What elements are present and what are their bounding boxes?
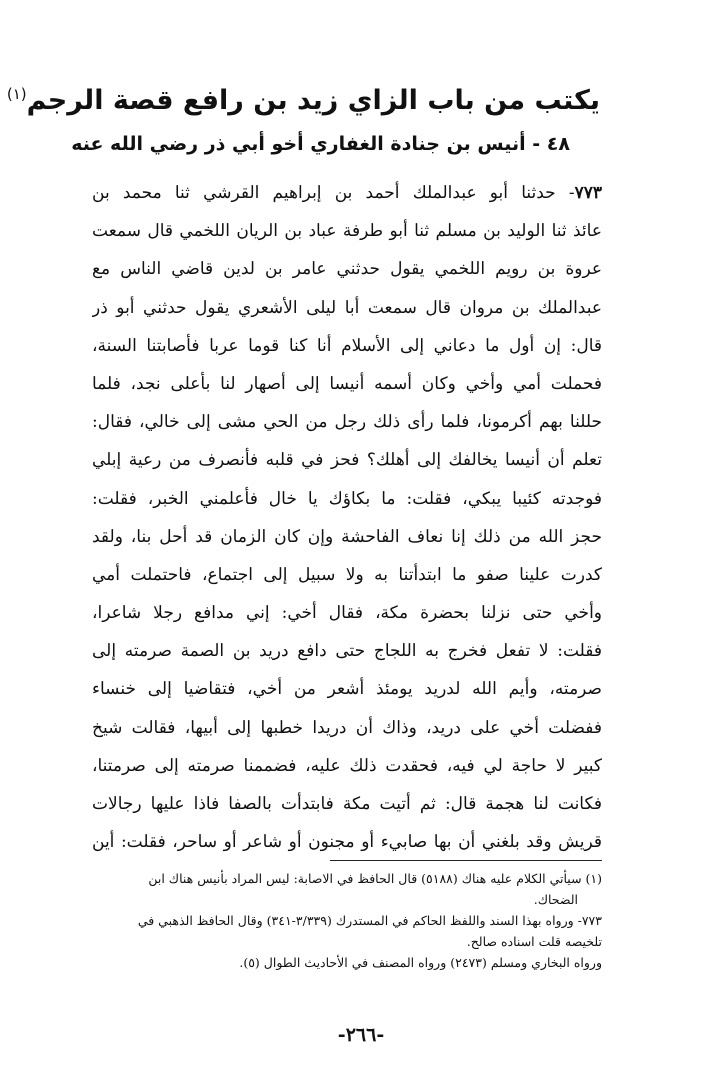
body-line: صرمته، وأيم الله لدريد يومئذ أشعر من أخي، فتقاضيا إلى خنساء — [92, 679, 602, 700]
title-text: يكتب من باب الزاي زيد بن رافع قصة الرجم — [26, 85, 600, 116]
page-number: -٢٦٦- — [337, 1024, 385, 1046]
body-line: عروة بن رويم اللخمي يقول حدثني عامر بن لدين قاضي الناس مع — [92, 259, 602, 280]
body-line: كبير لا حاجة لي فيه، فحقدت ذلك عليه، فضممنا صرمته إلى صرمتنا، — [92, 755, 602, 776]
hadith-number: ٧٧٣ — [574, 183, 602, 203]
footnote-line: (١) سيأتي الكلام عليه هناك (٥١٨٨) قال الحافظ في الاصابة: ليس المراد بأنيس هناك ابن — [148, 871, 602, 886]
body-line: فكانت لنا هجمة قال: ثم أتيت مكة فابتدأت بالصفا فاذا عليها رجالات — [92, 794, 602, 814]
body-line: وأخي حتى نزلنا بحضرة مكة، فقال أخي: إني مدافع رجلا شاعرا، — [92, 603, 602, 624]
body-line: حللنا بهم أكرمونا، فلما رأى ذلك رجل من الحي مشى إلى خالي، فقال: — [92, 412, 602, 433]
body-line: ففضلت أخي على دريد، وذاك أن دريدا خطبها إلى أبيها، فقالت شيخ — [92, 717, 602, 738]
body-line: حجز الله من ذلك إنا نعاف الفاحشة وإن كان الزمان قد أحل بنا، ولقد — [92, 526, 602, 547]
body-line-text: - حدثنا أبو عبدالملك أحمد بن إبراهيم القرشي ثنا محمد بن — [92, 183, 575, 203]
body-line: تعلم أن أنيسا يخالفك إلى أهلك؟ فحز في قلبه فأنصرف من رعية إبلي — [92, 450, 602, 471]
body-line: فوجدته كئيبا يبكي، فقلت: ما بكاؤك يا خال فأعلمني الخبر، فقلت: — [92, 488, 602, 509]
body-line: كدرت علينا صفو ما ابتدأتنا به ولا سبيل إلى اجتماع، فاحتملت أمي — [92, 564, 602, 585]
body-line: فحملت أمي وأخي وكان أسمه أنيسا إلى أصهار لنا بأعلى نجد، فلما — [92, 373, 602, 394]
title-footnote-marker: (١) — [6, 85, 27, 103]
body-line — [92, 174, 602, 212]
body-line: فقلت: لا تفعل فخرج به اللجاج حتى دافع دريد بن الصمة صرمته إلى — [92, 641, 602, 662]
page-title — [6, 70, 600, 125]
footnote-line: ٧٧٣- ورواه بهذا السند واللفظ الحاكم في المستدرك (٣/٣٣٩-٣٤١) وقال الحافظ الذهبي في — [137, 913, 602, 928]
section-heading: ٤٨ - أنيس بن جنادة الغفاري أخو أبي ذر رضي الله عنه — [71, 133, 570, 155]
footnotes — [92, 868, 602, 973]
footnote-line: ورواه البخاري ومسلم (٢٤٧٣) ورواه المصنف في الأحاديث الطوال (٥). — [239, 955, 602, 970]
footnote-line: الضحاك. — [533, 892, 578, 907]
footnote-divider — [330, 860, 602, 861]
hadith-body — [92, 174, 602, 861]
body-line: عائذ ثنا الوليد بن مسلم ثنا أبو طرفة عباد بن الريان اللخمي قال سمعت — [92, 221, 602, 242]
body-line: قريش وقد بلغني أن بها صابيء أو مجنون أو شاعر أو ساحر، فقلت: أين — [92, 832, 602, 853]
body-line: قال: إن أول ما دعاني إلى الأسلام أنا كنا قوما عربا فأصابتنا السنة، — [92, 335, 602, 356]
body-line: عبدالملك بن مروان قال سمعت أبا ليلى الأشعري يقول حدثني أبو ذر — [92, 297, 602, 318]
footnote-line: تلخيصه قلت اسناده صالح. — [466, 934, 602, 949]
